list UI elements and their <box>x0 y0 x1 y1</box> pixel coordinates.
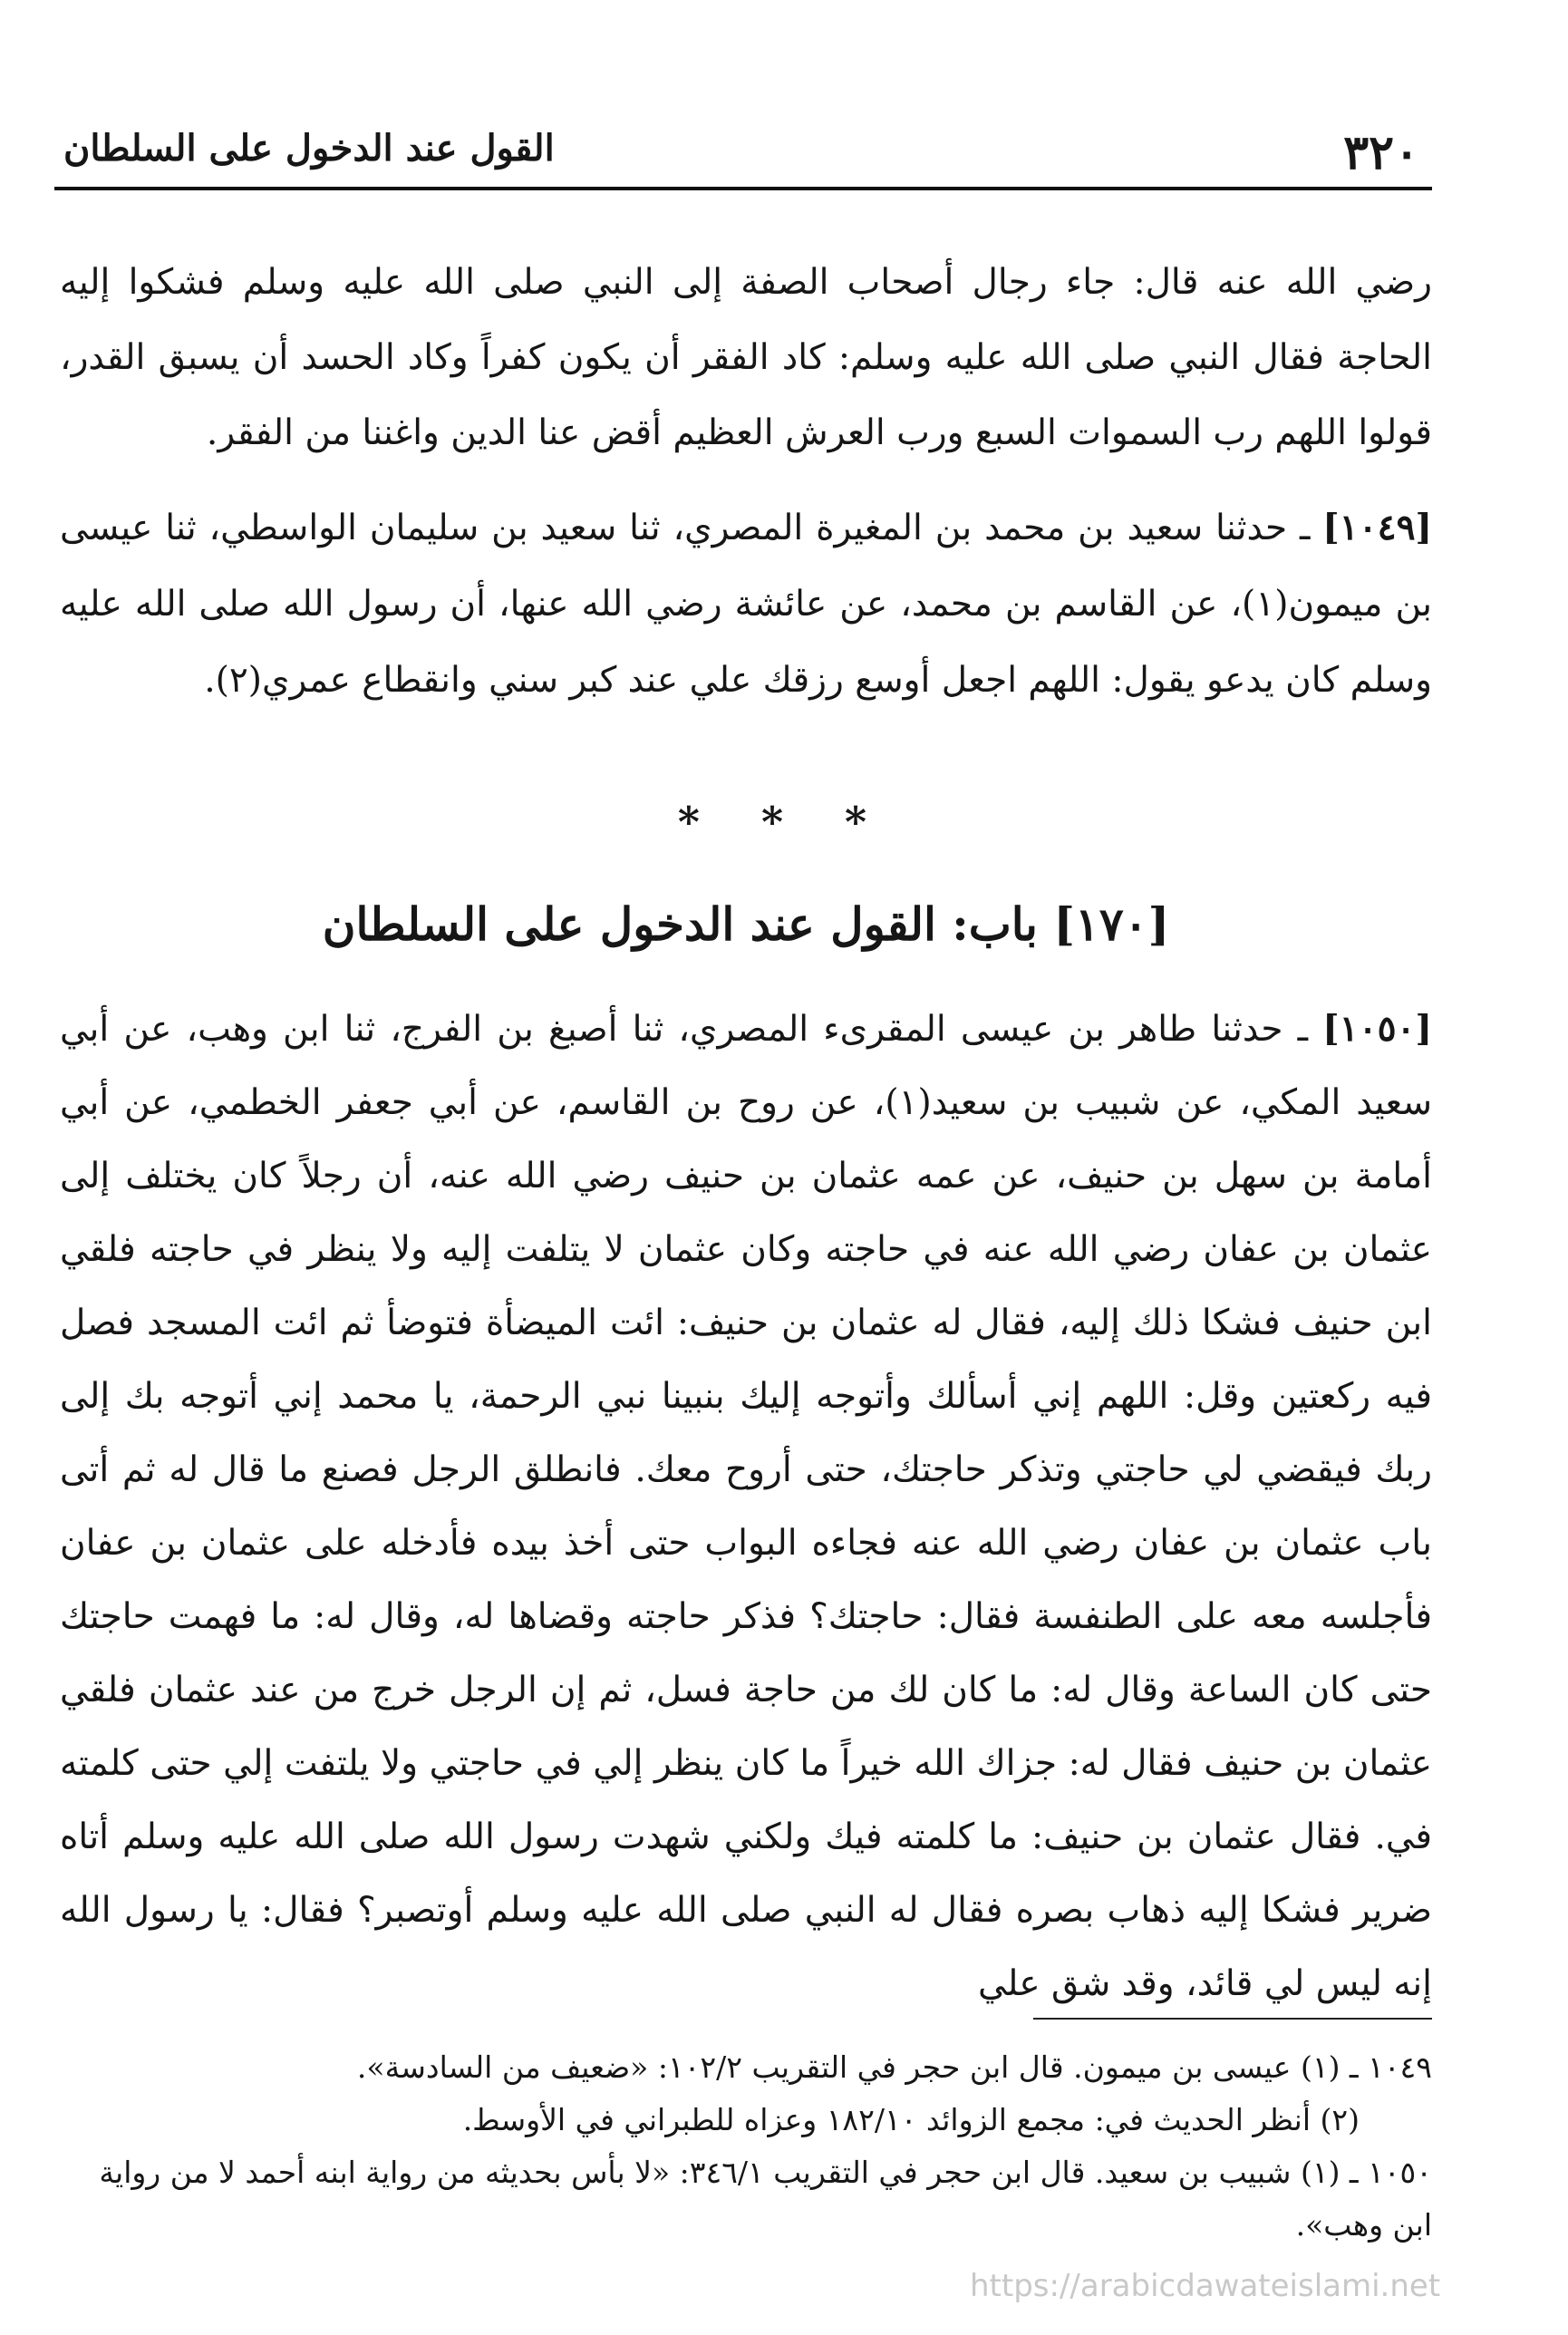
page-number: ٣٢٠ <box>1343 125 1419 180</box>
footnote-1050-1: ١٠٥٠ ـ (١) شبيب بن سعيد. قال ابن حجر في التقريب ٣٤٦/١: «لا بأس بحديثه من رواية ابنه أحمد لا من رواية ابن وهب». <box>99 2155 1432 2243</box>
hadith-1050 <box>60 993 1432 2020</box>
footnote-1049-1: ١٠٤٩ ـ (١) عيسى بن ميمون. قال ابن حجر في التقريب ١٠٢/٢: «ضعيف من السادسة». <box>356 2049 1432 2085</box>
hadith-1049-number: [١٠٤٩] <box>1322 507 1432 548</box>
running-title: القول عند الدخول على السلطان <box>63 127 555 170</box>
footnote-rule <box>1033 2018 1432 2020</box>
footnote-1049-2: (٢) أنظر الحديث في: مجمع الزوائد ١٨٢/١٠ وعزاه للطبراني في الأوسط. <box>462 2102 1360 2137</box>
hadith-1049 <box>60 489 1432 719</box>
hadith-1050-paragraph <box>60 993 1432 2020</box>
page-header <box>54 120 1432 190</box>
footnotes <box>60 2041 1432 2252</box>
hadith-1050-text: ـ حدثنا طاهر بن عيسى المقرىء المصري، ثنا أصبغ بن الفرج، ثنا ابن وهب، عن أبي سعيد المكي، عن شبيب بن سعيد(١)، عن روح بن القاسم، عن أبي جعفر الخطمي، عن أبي أمامة بن سهل بن حنيف، عن عمه عثمان بن حنيف رضي الله عنه، أن رجلاً كان يختلف إلى عثمان بن عفان رضي الله عنه في حاجته وكان عثمان لا يتلفت إليه ولا ينظر في حاجته فلقي ابن حنيف فشكا ذلك إليه، فقال له عثمان بن حنيف: ائت الميضأة فتوضأ ثم ائت المسجد فصل فيه ركعتين وقل: اللهم إني أسألك وأتوجه إليك بنبينا نبي الرحمة، يا محمد إني أتوجه بك إلى ربك فيقضي لي حاجتي وتذكر حاجتك، حتى أروح معك. فانطلق الرجل فصنع ما قال له ثم أتى باب عثمان بن عفان رضي الله عنه فجاءه البواب حتى أخذ بيده فأدخله على عثمان بن عفان فأجلسه معه على الطنفسة فقال: حاجتك؟ فذكر حاجته وقضاها له، وقال له: ما فهمت حاجتك حتى كان الساعة وقال له: ما كان لك من حاجة فسل، ثم إن الرجل خرج من عند عثمان فلقي عثمان بن حنيف فقال له: جزاك الله خيراً ما كان ينظر إلي في حاجتي ولا يلتفت إلي حتى كلمته في. فقال عثمان بن حنيف: ما كلمته فيك ولكني شهدت رسول الله صلى الله عليه وسلم أتاه ضرير فشكا إليه ذهاب بصره فقال له النبي صلى الله عليه وسلم أوتصبر؟ فقال: يا رسول الله إنه ليس لي قائد، وقد شق علي <box>60 1009 1433 2004</box>
chapter-heading: [١٧٠] باب: القول عند الدخول على السلطان <box>322 897 1170 951</box>
section-separator: * * * <box>677 798 891 847</box>
continuation-text: رضي الله عنه قال: جاء رجال أصحاب الصفة إلى النبي صلى الله عليه وسلم فشكوا إليه الحاجة فقال النبي صلى الله عليه وسلم: كاد الفقر أن يكون كفراً وكاد الحسد أن يسبق القدر، قولوا اللهم رب السموات السبع ورب العرش العظيم أقض عنا الدين واغننا من الفقر. <box>60 262 1432 453</box>
hadith-1050-number: [١٠٥٠] <box>1322 1008 1432 1050</box>
watermark-url: https://arabicdawateislami.net <box>970 2268 1441 2304</box>
hadith-1049-text: ـ حدثنا سعيد بن محمد بن المغيرة المصري، ثنا سعيد بن سليمان الواسطي، ثنا عيسى بن ميمون(١)، عن القاسم بن محمد، عن عائشة رضي الله عنها، أن رسول الله صلى الله عليه وسلم كان يدعو يقول: اللهم اجعل أوسع رزقك علي عند كبر سني وانقطاع عمري(٢). <box>60 508 1433 701</box>
continuation-paragraph <box>60 245 1432 470</box>
hadith-1049-paragraph <box>60 489 1432 719</box>
